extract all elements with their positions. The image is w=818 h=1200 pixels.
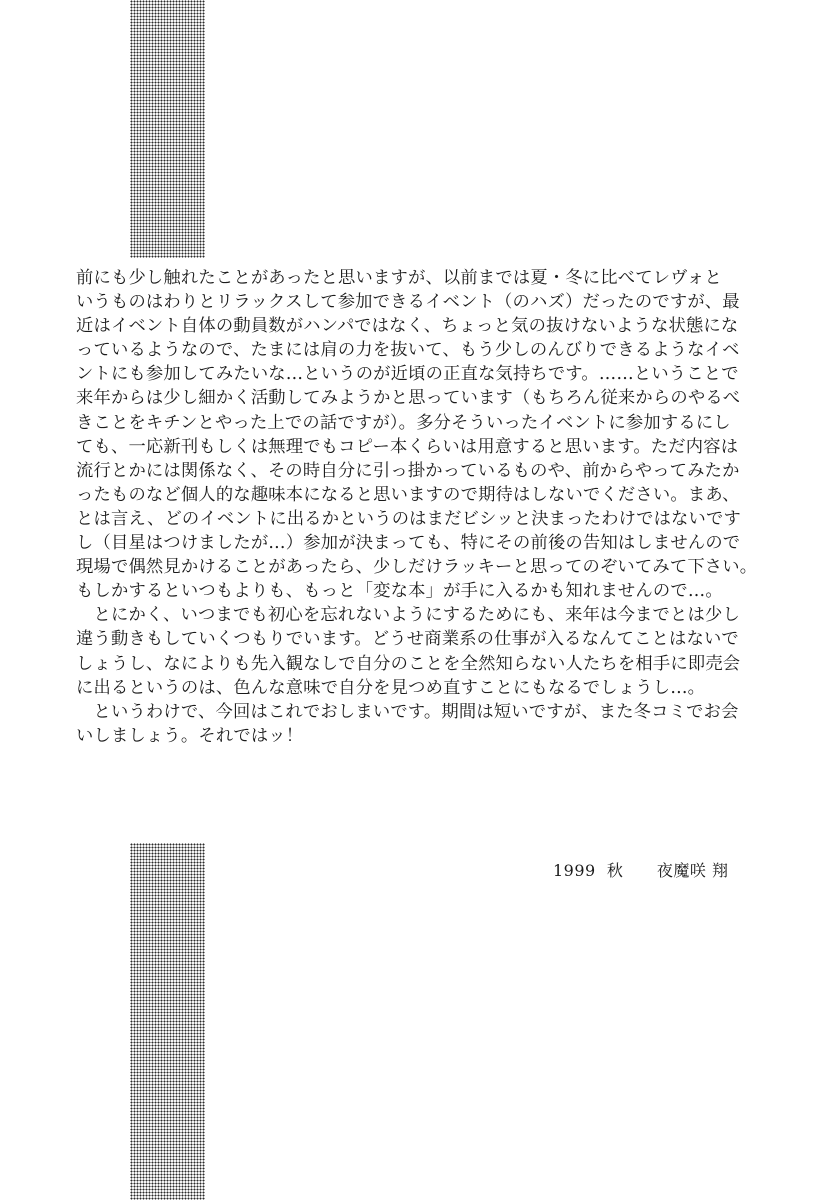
text-line: というわけで、今回はこれでおしまいです。期間は短いですが、また冬コミでお会 [76,701,739,722]
text-line: っているようなので、たまには肩の力を抜いて、もう少しのんびりできるようなイベ [76,340,740,361]
text-line: 現場で偶然見かけることがあったら、少しだけラッキーと思ってのぞいてみて下さい。 [76,557,758,578]
afterword-text [76,266,776,748]
signature [553,858,729,881]
signature-year: 1999 [553,861,596,880]
text-line: 流行とかには関係なく、その時自分に引っ掛かっているものや、前からやってみたか [76,460,740,481]
text-line: ったものなど個人的な趣味本になると思いますので期待はしないでください。まあ、 [76,484,740,505]
text-line: いしましょう。それではッ！ [76,725,304,746]
text-line: しょうし、なによりも先入観なしで自分のことを全然知らない人たちを相手に即売会 [76,653,741,674]
text-line: とにかく、いつまでも初心を忘れないようにするためにも、来年は今までとは少し [76,605,740,626]
screentone-bar-top [130,0,205,258]
text-line: し（目星はつけましたが…）参加が決まっても、特にその前後の告知はしませんので [76,533,741,554]
signature-author: 夜魔咲 翔 [656,861,729,880]
text-line: 近はイベント自体の動員数がハンパではなく、ちょっと気の抜けないような状態にな [76,316,739,337]
screentone-bar-bottom [130,843,205,1200]
text-line: もしかするといつもよりも、もっと「変な本」が手に入るかも知れませんので…。 [76,581,723,602]
text-line: 前にも少し触れたことがあったと思いますが、以前までは夏・冬に比べてレヴォと [76,268,722,288]
signature-season: 秋 [606,861,624,880]
text-line: とは言え、どのイベントに出るかというのはまだビシッと決まったわけではないです [76,508,741,529]
text-line: に出るというのは、色んな意味で自分を見つめ直すことにもなるでしょうし…。 [76,677,706,698]
text-line: ても、一応新刊もしくは無理でもコピー本くらいは用意すると思います。ただ内容は [76,436,739,457]
text-line: 違う動きもしていくつもりでいます。どうせ商業系の仕事が入るなんてことはないで [76,629,739,650]
text-line: いうものはわりとリラックスして参加できるイベント（のハズ）だったのですが、最 [76,292,740,313]
text-line: ントにも参加してみたいな…というのが近頃の正直な気持ちです。……ということで [76,364,739,385]
text-line: きことをキチンとやった上での話ですが）。多分そういったイベントに参加するにし [76,412,731,433]
text-line: 来年からは少し細かく活動してみようかと思っています（もちろん従来からのやるべ [76,388,741,409]
